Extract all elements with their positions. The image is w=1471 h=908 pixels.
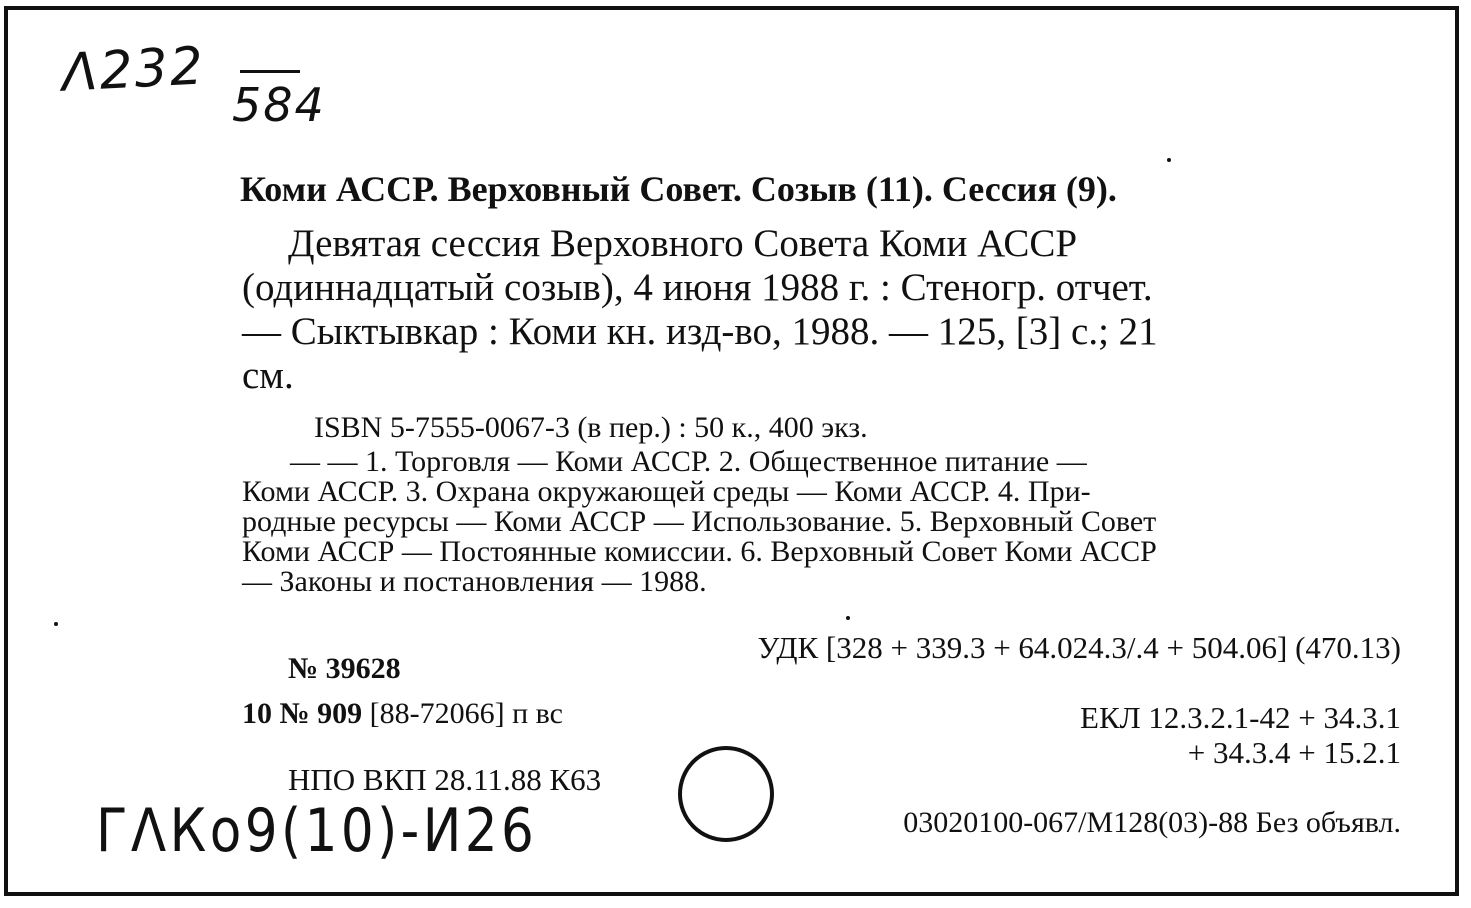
order-prefix: 10 № 909 bbox=[242, 697, 363, 730]
order-rest: [88-72066] п вс bbox=[369, 697, 563, 730]
speck-dot bbox=[846, 616, 850, 620]
description-line: см. bbox=[242, 354, 294, 397]
isbn-line: ISBN 5-7555-0067-3 (в пер.) : 50 к., 400 экз. bbox=[314, 411, 868, 444]
subject-line: Коми АССР. 3. Охрана окружающей среды — Коми АССР. 4. При- bbox=[242, 475, 1091, 508]
registration-number: № 39628 bbox=[288, 652, 401, 685]
handwritten-note: ГΛКо9(10)-И26 bbox=[96, 796, 538, 866]
handwritten-shelf-mark: Λ232 bbox=[60, 36, 207, 104]
subject-line: — Законы и постановления — 1988. bbox=[242, 565, 707, 598]
ekl-classification: ЕКЛ 12.3.2.1-42 + 34.3.1 bbox=[1080, 700, 1401, 735]
npo-vkp-line: НПО ВКП 28.11.88 К63 bbox=[288, 762, 602, 797]
ekl-classification-continued: + 34.3.4 + 15.2.1 bbox=[1187, 735, 1401, 770]
description-line: (одиннадцатый созыв), 4 июня 1988 г. : Стеногр. отчет. bbox=[242, 266, 1153, 309]
subject-line: — — 1. Торговля — Коми АССР. 2. Общественное питание — bbox=[290, 445, 1087, 478]
record-description bbox=[242, 222, 1402, 398]
subject-headings bbox=[242, 447, 1402, 597]
udc-classification: УДК [328 + 339.3 + 64.024.3/.4 + 504.06] (470.13) bbox=[757, 630, 1401, 665]
speck-dot bbox=[54, 622, 58, 626]
publication-code: 03020100-067/М128(03)-88 Без объявл. bbox=[903, 806, 1401, 839]
description-line: Девятая сессия Верховного Совета Коми АССР bbox=[288, 222, 1078, 265]
shelf-mark-divider bbox=[240, 70, 300, 73]
record-heading: Коми АССР. Верховный Совет. Созыв (11). Сессия (9). bbox=[240, 169, 1117, 209]
subject-line: Коми АССР — Постоянные комиссии. 6. Верховный Совет Коми АССР bbox=[242, 535, 1157, 568]
subject-line: родные ресурсы — Коми АССР — Использование. 5. Верховный Совет bbox=[242, 505, 1157, 538]
punched-hole bbox=[678, 746, 774, 842]
handwritten-shelf-number: 584 bbox=[232, 78, 326, 132]
description-line: — Сыктывкар : Коми кн. изд-во, 1988. — 125, [3] с.; 21 bbox=[242, 310, 1158, 353]
order-number bbox=[242, 697, 563, 731]
speck-dot bbox=[1167, 158, 1171, 162]
